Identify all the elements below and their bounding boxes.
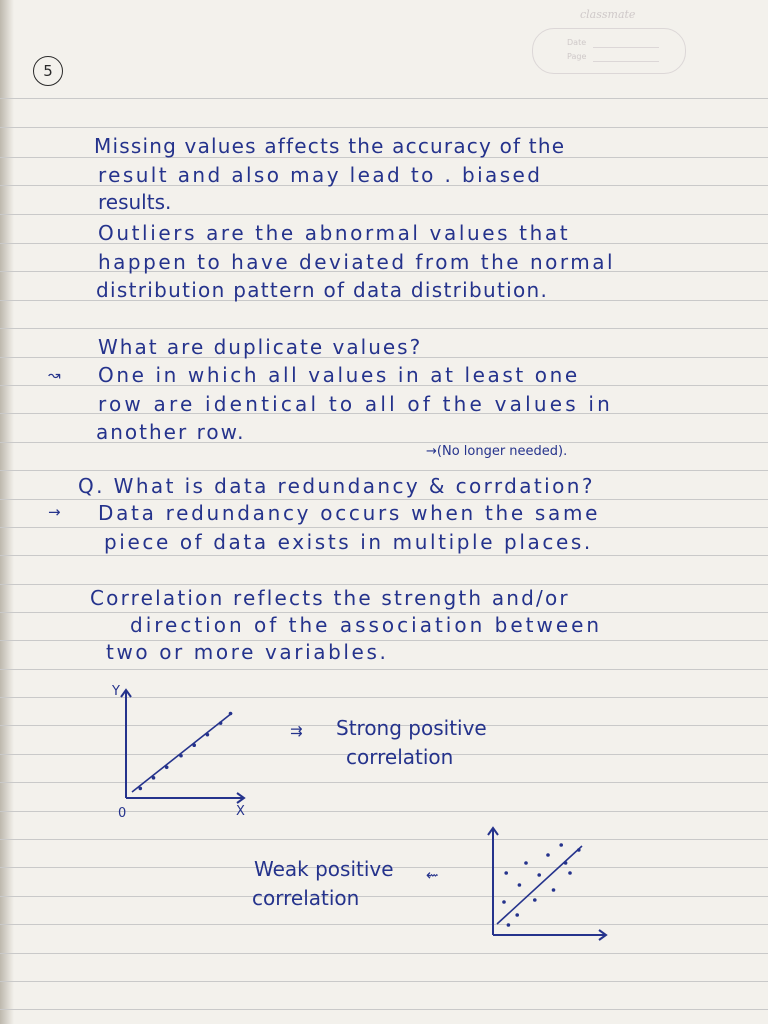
redundancy-answer-line-2: piece of data exists in multiple places. (104, 530, 593, 554)
graph2-point (502, 900, 506, 904)
graph1-y-label: Y (112, 684, 120, 699)
graph1-point (229, 712, 233, 716)
no-longer-needed-note: →(No longer needed). (426, 444, 568, 459)
correlation-definition-line-1: Correlation reflects the strength and/or (90, 586, 570, 610)
graph2-point (577, 848, 581, 852)
page-label: Page (567, 52, 587, 61)
graph2-point (564, 861, 568, 865)
note-missing-values-line-1: Missing values affects the accuracy of the (94, 134, 566, 158)
arrow-icon: → (48, 503, 61, 521)
graph1-point (219, 721, 223, 725)
page-number: 5 (33, 56, 63, 86)
graph2-point (537, 873, 541, 877)
graph2-points (502, 843, 580, 927)
strong-positive-graph (121, 690, 244, 803)
graph2-point (552, 888, 556, 892)
arrow-icon: ↝ (48, 366, 61, 384)
graph2-point (515, 913, 519, 917)
duplicate-question: What are duplicate values? (98, 335, 423, 359)
graph2-point (546, 853, 550, 857)
redundancy-question: Q. What is data redundancy & corrdation? (78, 474, 595, 498)
notebook-brand: classmate (580, 8, 636, 21)
arrow-icon: ⇜ (426, 866, 439, 884)
redundancy-answer-line-1: Data redundancy occurs when the same (98, 501, 601, 525)
strong-positive-label-line-1: Strong positive (336, 716, 487, 740)
note-missing-values-line-2: result and also may lead to . biased (98, 163, 543, 187)
graph1-point (139, 787, 143, 791)
graph1-point (206, 733, 210, 737)
graph2-point (568, 871, 572, 875)
graph2-point (507, 923, 511, 927)
graph1-point (165, 765, 169, 769)
graph2-point (504, 871, 508, 875)
note-missing-values-line-3: results. (98, 190, 172, 214)
graph1-point (192, 743, 196, 747)
graph2-point (533, 898, 537, 902)
date-label: Date (567, 38, 587, 47)
graph2-point (518, 883, 522, 887)
graph2-point (524, 861, 528, 865)
correlation-definition-line-3: two or more variables. (106, 640, 389, 664)
duplicate-answer-line-3: another row. (96, 420, 246, 444)
weak-positive-label-line-2: correlation (252, 886, 360, 910)
note-outliers-line-3: distribution pattern of data distribution. (96, 278, 549, 302)
graph1-point (152, 776, 156, 780)
duplicate-answer-line-1: One in which all values in at least one (98, 363, 580, 387)
note-outliers-line-2: happen to have deviated from the normal (98, 250, 616, 274)
graph2-trend-line (497, 846, 582, 924)
weak-positive-graph (488, 828, 606, 940)
note-outliers-line-1: Outliers are the abnormal values that (98, 221, 571, 245)
graph2-point (559, 843, 563, 847)
strong-positive-label-line-2: correlation (346, 745, 454, 769)
arrow-icon: ⇉ (290, 722, 303, 740)
correlation-definition-line-2: direction of the association between (130, 613, 603, 637)
graph1-point (179, 754, 183, 758)
weak-positive-label-line-1: Weak positive (254, 857, 394, 881)
graph1-origin-label: 0 (118, 806, 127, 821)
graph1-trend-line (132, 713, 232, 792)
graph1-x-label: X (236, 804, 245, 819)
duplicate-answer-line-2: row are identical to all of the values in (98, 392, 614, 416)
